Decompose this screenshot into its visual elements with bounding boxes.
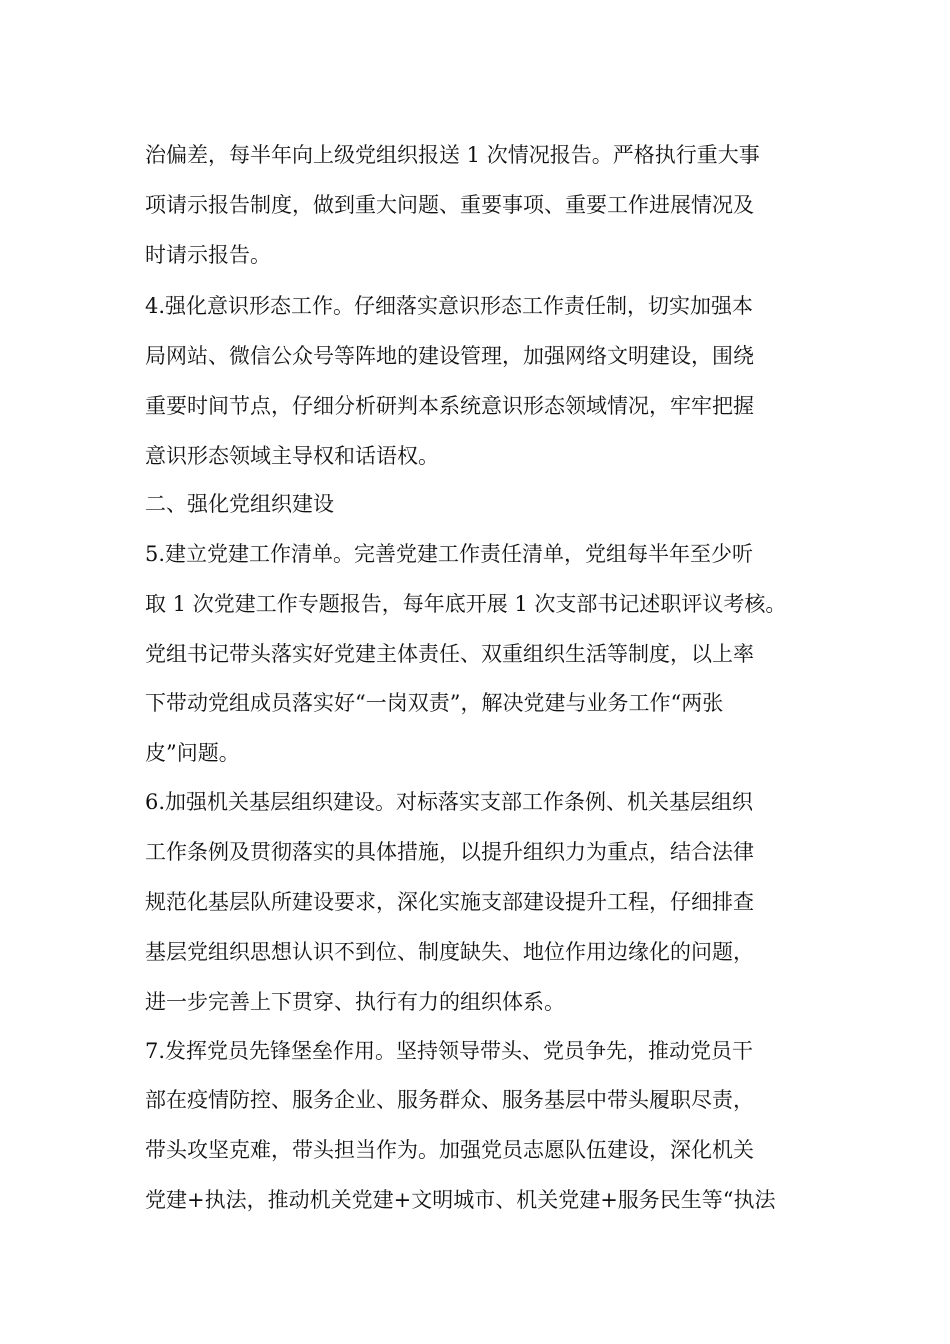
text-line: 取 1 次党建工作专题报告，每年底开展 1 次支部书记述职评议考核。: [145, 592, 787, 616]
text-line: 规范化基层队所建设要求，深化实施支部建设提升工程，仔细排查: [145, 890, 754, 914]
text-line: 基层党组织思想认识不到位、制度缺失、地位作用边缘化的问题，: [145, 940, 754, 964]
text-line: 部在疫情防控、服务企业、服务群众、服务基层中带头履职尽责，: [145, 1088, 754, 1112]
text-line: 项请示报告制度，做到重大问题、重要事项、重要工作进展情况及: [145, 193, 754, 217]
text-line: 7.发挥党员先锋堡垒作用。坚持领导带头、党员争先，推动党员干: [145, 1039, 754, 1063]
text-line: 带头攻坚克难，带头担当作为。加强党员志愿队伍建设，深化机关: [145, 1138, 754, 1162]
text-line: 局网站、微信公众号等阵地的建设管理，加强网络文明建设，围绕: [145, 344, 754, 368]
text-line: 皮”问题。: [145, 741, 240, 765]
text-line: 重要时间节点，仔细分析研判本系统意识形态领域情况，牢牢把握: [145, 394, 754, 418]
text-line: 治偏差，每半年向上级党组织报送 1 次情况报告。严格执行重大事: [145, 143, 760, 167]
text-line: 意识形态领域主导权和话语权。: [145, 444, 439, 468]
text-line: 工作条例及贯彻落实的具体措施，以提升组织力为重点，结合法律: [145, 840, 754, 864]
section-heading: 二、强化党组织建设: [145, 492, 334, 516]
text-line: 下带动党组成员落实好“一岗双责”，解决党建与业务工作“两张: [145, 691, 724, 715]
text-line: 5.建立党建工作清单。完善党建工作责任清单，党组每半年至少听: [145, 542, 754, 566]
text-line: 时请示报告。: [145, 243, 271, 267]
text-line: 党建+执法，推动机关党建+文明城市、机关党建+服务民生等“执法: [145, 1188, 776, 1212]
text-line: 党组书记带头落实好党建主体责任、双重组织生活等制度，以上率: [145, 642, 754, 666]
text-line: 6.加强机关基层组织建设。对标落实支部工作条例、机关基层组织: [145, 790, 754, 814]
text-line: 4.强化意识形态工作。仔细落实意识形态工作责任制，切实加强本: [145, 294, 754, 318]
text-line: 进一步完善上下贯穿、执行有力的组织体系。: [145, 990, 565, 1014]
